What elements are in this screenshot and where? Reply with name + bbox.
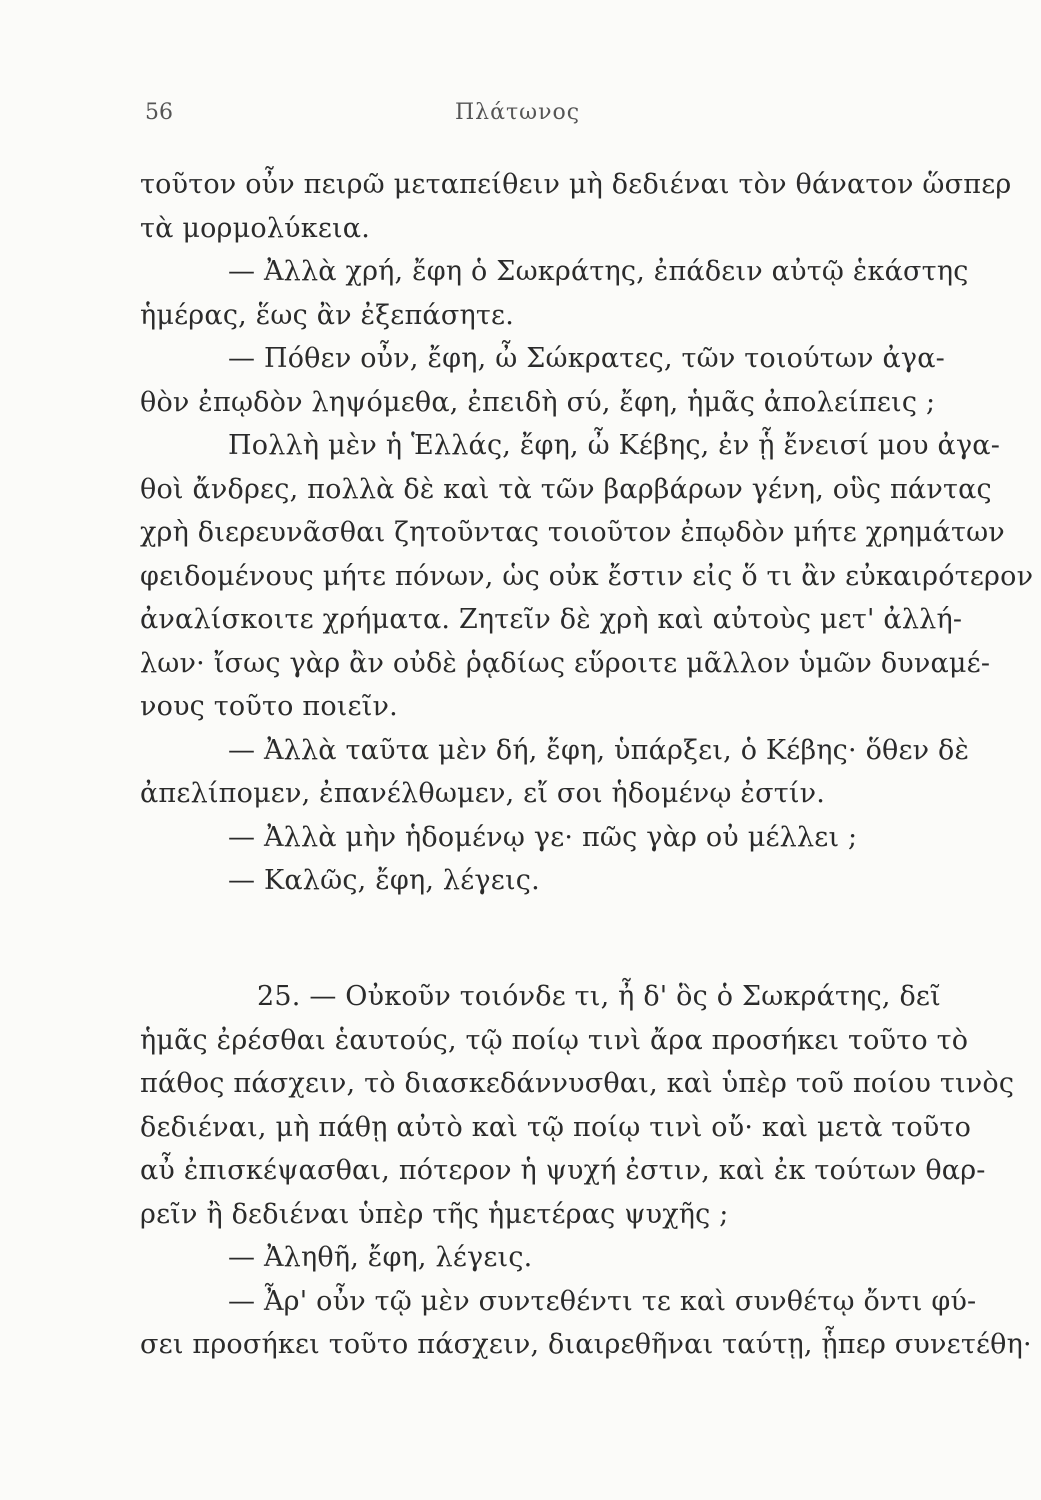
text-line: νους τοῦτο ποιεῖν. [140,691,398,722]
text-line: Πολλὴ μὲν ἡ Ἑλλάς, ἔφη, ὦ Κέβης, ἐν ᾗ ἔνεισί μου ἀγα- [228,430,1001,461]
text-line: — Πόθεν οὖν, ἔφη, ὦ Σώκρατες, τῶν τοιούτων ἀγα- [228,343,945,374]
text-line: — Ἀληθῆ, ἔφη, λέγεις. [228,1242,533,1273]
text-line: φειδομένους μήτε πόνων, ὡς οὐκ ἔστιν εἰς ὅ τι ἂν εὐκαιρότερον [140,560,1034,592]
text-line: τὰ μορμολύκεια. [140,212,371,244]
text-line: ἀπελίπομεν, ἐπανέλθωμεν, εἴ σοι ἡδομένῳ ἐστίν. [140,778,826,809]
text-line: δεδιέναι, μὴ πάθῃ αὐτὸ καὶ τῷ ποίῳ τινὶ οὔ· καὶ μετὰ τοῦτο [140,1111,972,1143]
text-block-2 [140,975,1032,1367]
text-line: ἡμᾶς ἐρέσθαι ἑαυτούς, τῷ ποίῳ τινὶ ἄρα προσήκει τοῦτο τὸ [140,1024,969,1056]
text-line: τοῦτον οὖν πειρῶ μεταπείθειν μὴ δεδιέναι τὸν θάνατον ὥσπερ [140,169,1012,200]
text-line: αὖ ἐπισκέψασθαι, πότερον ἡ ψυχή ἐστιν, καὶ ἐκ τούτων θαρ- [140,1155,986,1186]
text-line: — Ἀλλὰ ταῦτα μὲν δή, ἔφη, ὑπάρξει, ὁ Κέβης· ὅθεν δὲ [228,734,970,766]
text-line: ρεῖν ἢ δεδιέναι ὑπὲρ τῆς ἡμετέρας ψυχῆς ; [140,1198,729,1230]
page-header [145,100,925,140]
text-line: ἀναλίσκοιτε χρήματα. Ζητεῖν δὲ χρὴ καὶ αὐτοὺς μετ' ἀλλή- [140,604,963,635]
running-title: Πλάτωνος [455,100,581,125]
text-block-1 [140,163,1034,903]
text-line: θὸν ἐπῳδὸν ληψόμεθα, ἐπειδὴ σύ, ἔφη, ἡμᾶς ἀπολείπεις ; [140,386,936,418]
text-line: ἡμέρας, ἕως ἂν ἐξεπάσητε. [140,299,514,331]
text-line: — Ἆρ' οὖν τῷ μὲν συντεθέντι τε καὶ συνθέτῳ ὄντι φύ- [228,1285,977,1317]
text-line: — Ἀλλὰ μὴν ἡδομένῳ γε· πῶς γὰρ οὐ μέλλει ; [228,821,858,853]
page-number: 56 [145,100,173,125]
text-line: λων· ἴσως γὰρ ἂν οὐδὲ ῥᾳδίως εὕροιτε μᾶλλον ὑμῶν δυναμέ- [140,647,991,679]
text-line: πάθος πάσχειν, τὸ διασκεδάννυσθαι, καὶ ὑπὲρ τοῦ ποίου τινὸς [140,1068,1015,1099]
text-line: χρὴ διερευνᾶσθαι ζητοῦντας τοιοῦτον ἐπῳδὸν μήτε χρημάτων [140,517,1005,548]
text-line: θοὶ ἄνδρες, πολλὰ δὲ καὶ τὰ τῶν βαρβάρων γένη, οὓς πάντας [140,473,992,505]
text-line: — Ἀλλὰ χρή, ἔφη ὁ Σωκράτης, ἐπάδειν αὐτῷ ἑκάστης [228,256,969,287]
text-line: 25. — Οὐκοῦν τοιόνδε τι, ἦ δ' ὃς ὁ Σωκράτης, δεῖ [257,981,941,1012]
text-line: — Καλῶς, ἔφη, λέγεις. [228,865,540,896]
text-line: σει προσήκει τοῦτο πάσχειν, διαιρεθῆναι ταύτῃ, ᾗπερ συνετέθη· [140,1329,1032,1360]
